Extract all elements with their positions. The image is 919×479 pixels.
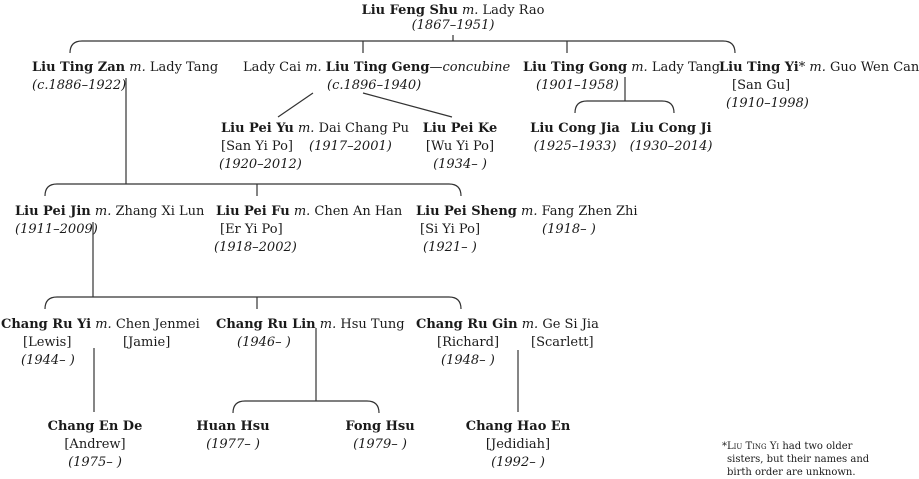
- footnote: [722, 440, 869, 479]
- dates-liu-ting-yi: (1910–1998): [726, 96, 809, 111]
- person-name: Chang En De: [47, 419, 143, 434]
- dates-liu-ting-gong: (1901–1958): [536, 78, 619, 93]
- dates-liu-ting-zan: (c.1886–1922): [32, 78, 127, 93]
- dates-chang-ru-yi: (1944– ): [21, 353, 75, 368]
- footnote-line-2: sisters, but their names and: [727, 454, 870, 465]
- dates-liu-pei-jin: (1911–2009): [15, 222, 98, 237]
- dates-fong-hsu: (1979– ): [353, 437, 407, 452]
- nickname-liu-pei-fu: [Er Yi Po]: [220, 222, 283, 237]
- person-liu-ting-geng: [243, 59, 510, 76]
- spouse-name: Hsu Tung: [340, 317, 405, 332]
- spouse-name: Chen Jenmei: [115, 317, 200, 332]
- person-liu-ting-zan: [32, 59, 218, 76]
- person-name: Chang Ru Yi: [1, 317, 92, 332]
- person-liu-pei-sheng: [416, 203, 638, 220]
- person-name: Huan Hsu: [196, 419, 270, 434]
- dates-liu-cong-ji: (1930–2014): [629, 139, 713, 154]
- person-chang-hao-en: [463, 418, 573, 435]
- nickname-ge-si-jia: [Scarlett]: [531, 335, 594, 350]
- marriage-marker: m.: [129, 60, 146, 75]
- person-name: Chang Ru Gin: [416, 317, 518, 332]
- person-name: Chang Hao En: [465, 419, 571, 434]
- dates-liu-pei-ke: (1934– ): [433, 157, 487, 172]
- person-liu-pei-yu: [221, 120, 409, 137]
- marriage-marker: m.: [297, 121, 315, 136]
- person-liu-ting-gong: [523, 59, 720, 76]
- dates-chang-ru-lin: (1946– ): [237, 335, 291, 350]
- spouse-dates-dai-chang-pu: (1917–2001): [309, 139, 392, 154]
- person-name: Liu Cong Ji: [630, 121, 712, 136]
- person-name: Liu Ting Yi: [719, 60, 799, 75]
- connector-gen1: [70, 35, 735, 53]
- concubine-name: Lady Cai: [243, 60, 302, 75]
- footnote-line-1: [722, 440, 869, 453]
- person-chang-ru-yi: [1, 316, 200, 333]
- person-liu-cong-jia: [525, 120, 625, 137]
- dates-liu-pei-sheng: (1921– ): [423, 240, 477, 255]
- connector-ting-zan: [45, 78, 461, 196]
- person-name: Liu Pei Fu: [216, 204, 290, 219]
- nickname-chang-en-de: [Andrew]: [64, 437, 126, 452]
- person-fong-hsu: [335, 418, 425, 435]
- marriage-marker: m.: [521, 317, 539, 332]
- spouse-name: Ge Si Jia: [542, 317, 599, 332]
- dates-liu-cong-jia: (1925–1933): [533, 139, 617, 154]
- person-chang-en-de: [40, 418, 150, 435]
- nickname-liu-ting-yi: [San Gu]: [732, 78, 791, 93]
- person-liu-cong-ji: [621, 120, 721, 137]
- spouse-name: Chen An Han: [314, 204, 403, 219]
- footnote-name: Liu Ting Yi: [727, 441, 780, 452]
- marriage-marker: m.: [293, 204, 311, 219]
- person-liu-ting-yi: [719, 59, 919, 76]
- footnote-line-3: birth order are unknown.: [727, 467, 856, 478]
- person-name: Liu Pei Yu: [221, 121, 294, 136]
- nickname-chen-jenmei: [Jamie]: [123, 335, 171, 350]
- footnote-marker: *: [798, 60, 806, 75]
- marriage-marker: m.: [521, 204, 538, 219]
- dates-chang-ru-gin: (1948– ): [441, 353, 495, 368]
- nickname-liu-pei-yu: [San Yi Po]: [221, 139, 293, 154]
- dates-liu-pei-fu: (1918–2002): [214, 240, 297, 255]
- spouse-name: Lady Rao: [482, 3, 545, 18]
- person-name: Chang Ru Lin: [216, 317, 316, 332]
- marriage-marker: m.: [319, 317, 337, 332]
- person-name: Liu Cong Jia: [530, 121, 620, 136]
- person-name: Liu Ting Gong: [523, 60, 628, 75]
- dates-chang-hao-en: (1992– ): [491, 455, 545, 470]
- nickname-liu-pei-ke: [Wu Yi Po]: [425, 139, 495, 154]
- person-huan-hsu: [188, 418, 278, 435]
- spouse-name: Fang Zhen Zhi: [541, 204, 638, 219]
- person-name: Liu Pei Jin: [15, 204, 91, 219]
- dates-chang-en-de: (1975– ): [68, 455, 122, 470]
- spouse-name: Guo Wen Can: [829, 60, 919, 75]
- person-name: Liu Ting Geng: [325, 60, 430, 75]
- person-chang-ru-gin: [416, 316, 599, 333]
- dates-liu-ting-geng: (c.1896–1940): [327, 78, 422, 93]
- person-liu-pei-ke: [405, 120, 515, 137]
- marriage-marker: m.: [809, 60, 826, 75]
- person-name: Fong Hsu: [345, 419, 415, 434]
- marriage-marker: m.: [94, 204, 112, 219]
- person-name: Liu Ting Zan: [32, 60, 126, 75]
- dates-liu-feng-shu: (1867–1951): [411, 18, 495, 33]
- nickname-chang-ru-gin: [Richard]: [437, 335, 500, 350]
- dates-huan-hsu: (1977– ): [206, 437, 260, 452]
- footnote-text-1: had two older: [779, 441, 853, 452]
- spouse-dates-fang-zhen-zhi: (1918– ): [542, 222, 596, 237]
- person-liu-pei-fu: [216, 203, 402, 220]
- nickname-chang-ru-yi: [Lewis]: [23, 335, 72, 350]
- nickname-chang-hao-en: [Jedidiah]: [485, 437, 551, 452]
- person-liu-pei-jin: [15, 203, 204, 220]
- connector-ting-geng: [278, 93, 452, 117]
- spouse-name: Dai Chang Pu: [318, 121, 410, 136]
- spouse-name: Lady Tang: [149, 60, 219, 75]
- marriage-marker: m.: [305, 60, 322, 75]
- person-name: Liu Pei Sheng: [416, 204, 517, 219]
- concubine-label: —concubine: [429, 60, 511, 75]
- person-chang-ru-lin: [216, 316, 405, 333]
- nickname-liu-pei-sheng: [Si Yi Po]: [420, 222, 481, 237]
- person-name: Liu Pei Ke: [422, 121, 498, 136]
- spouse-name: Lady Tang: [651, 60, 721, 75]
- dates-liu-pei-yu: (1920–2012): [219, 157, 302, 172]
- spouse-name: Zhang Xi Lun: [115, 204, 205, 219]
- footnote-star: *: [722, 441, 727, 452]
- person-name: Liu Feng Shu: [361, 3, 458, 18]
- marriage-marker: m.: [631, 60, 648, 75]
- marriage-marker: m.: [461, 3, 479, 18]
- marriage-marker: m.: [95, 317, 112, 332]
